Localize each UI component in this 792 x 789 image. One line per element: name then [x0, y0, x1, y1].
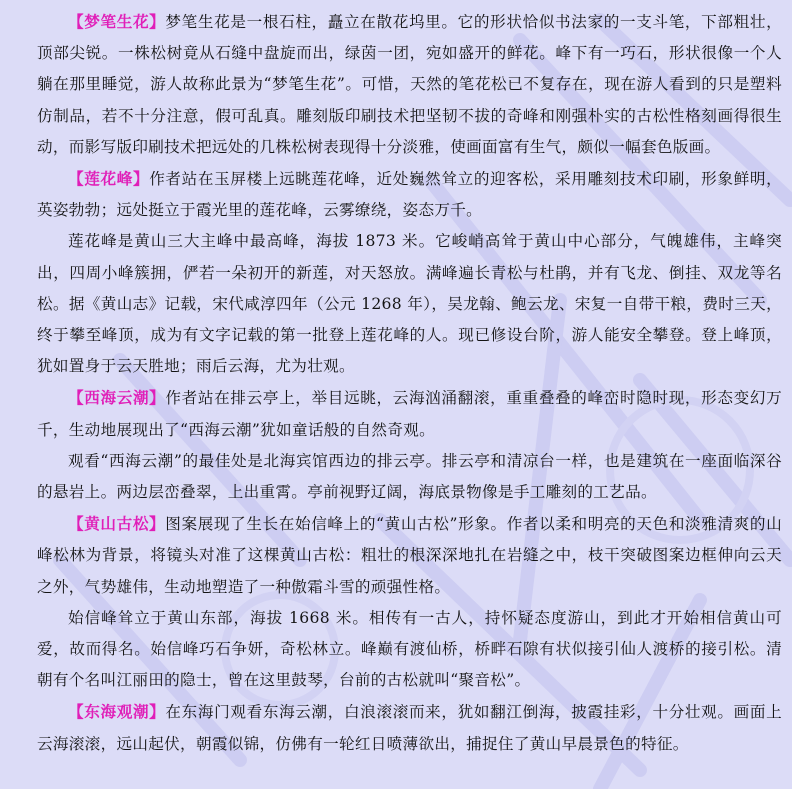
paragraph-xihai-yunchao — [37, 382, 782, 445]
paragraph-lianhua-feng-detail — [37, 226, 782, 382]
paragraph-text: 观看“西海云潮”的最佳处是北海宾馆西边的排云亭。排云亭和清凉台一样，也是建筑在一座面临深谷的悬岩上。两边层峦叠翠，上出重霄。亭前视野辽阔，海底景物像是手工雕刻的工艺品。 — [37, 451, 782, 502]
paragraph-text: 作者站在排云亭上，举目远眺，云海汹涌翻滚，重重叠叠的峰峦时隐时现，形态变幻万千，生动地展现出了“西海云潮”犹如童话般的自然奇观。 — [37, 389, 782, 439]
section-tag: 【西海云潮】 — [68, 388, 166, 408]
section-tag: 【梦笔生花】 — [68, 12, 166, 31]
section-tag: 【莲花峰】 — [68, 169, 150, 189]
paragraph-xihai-yunchao-detail — [37, 446, 782, 508]
section-tag: 【黄山古松】 — [68, 514, 166, 534]
paragraph-huangshan-gusong — [37, 508, 782, 603]
paragraph-mengbi-shenghua — [37, 6, 782, 163]
paragraph-text: 作者站在玉屏楼上远眺莲花峰，近处巍然耸立的迎客松，采用雕刻技术印刷，形象鲜明，英姿勃勃；远处挺立于霞光里的莲花峰，云雾缭绕，姿态万千。 — [37, 170, 782, 220]
section-tag: 【东海观潮】 — [68, 702, 166, 722]
paragraph-text: 梦笔生花是一根石柱，矗立在散花坞里。它的形状恰似书法家的一支斗笔，下部粗壮，顶部尖锐。一株松树竟从石缝中盘旋而出，绿茵一团，宛如盛开的鲜花。峰下有一巧石，形状很像一个人躺在那里睡觉，游人故称此景为“梦笔生花”。可惜，天然的笔花松已不复存在，现在游人看到的只是塑料仿制品，若不十分注意，假可乱真。雕刻版印刷技术把坚韧不拔的奇峰和刚强朴实的古松性格刻画得很生动，而影写版印刷技术把远处的几株松树表现得十分淡雅，使画面富有生气，颇似一幅套色版画。 — [37, 13, 782, 156]
paragraph-lianhua-feng — [37, 163, 782, 226]
paragraph-shixin-feng-detail — [37, 603, 782, 697]
paragraph-text: 在东海门观看东海云潮，白浪滚滚而来，犹如翻江倒海，披霞挂彩，十分壮观。画面上云海滚滚，远山起伏，朝霞似锦，仿佛有一轮红日喷薄欲出，捕捉住了黄山早晨景色的特征。 — [37, 703, 782, 753]
paragraph-text: 莲花峰是黄山三大主峰中最高峰，海拔 1873 米。它峻峭高耸于黄山中心部分，气魄雄伟，主峰突出，四周小峰簇拥，俨若一朵初开的新莲，对天怒放。满峰遍长青松与杜鹃，并有飞龙、倒挂、双龙等名松。据《黄山志》记载，宋代咸淳四年（公元 1268 年），吴龙翰、鲍云龙、宋复一自带干粮，费时三天，终于攀至峰顶，成为有文字记载的第一批登上莲花峰的人。现已修设台阶，游人能安全攀登。登上峰顶，犹如置身于云天胜地；雨后云海，尤为壮观。 — [37, 232, 782, 376]
paragraph-text: 图案展现了生长在始信峰上的“黄山古松”形象。作者以柔和明亮的天色和淡雅清爽的山峰松林为背景，将镜头对准了这棵黄山古松：粗壮的根深深地扎在岩缝之中，枝干突破图案边框伸向云天之外，气势雄伟，生动地塑造了一种傲霜斗雪的顽强性格。 — [37, 515, 782, 596]
paragraph-text: 始信峰耸立于黄山东部，海拔 1668 米。相传有一古人，持怀疑态度游山，到此才开始相信黄山可爱，故而得名。始信峰巧石争妍，奇松林立。峰巅有渡仙桥，桥畔石隙有状似接引仙人渡桥的接引松。清朝有个名叫江丽田的隐士，曾在这里鼓琴，台前的古松就叫“聚音松”。 — [37, 608, 782, 690]
paragraph-donghai-guanchao — [37, 696, 782, 759]
